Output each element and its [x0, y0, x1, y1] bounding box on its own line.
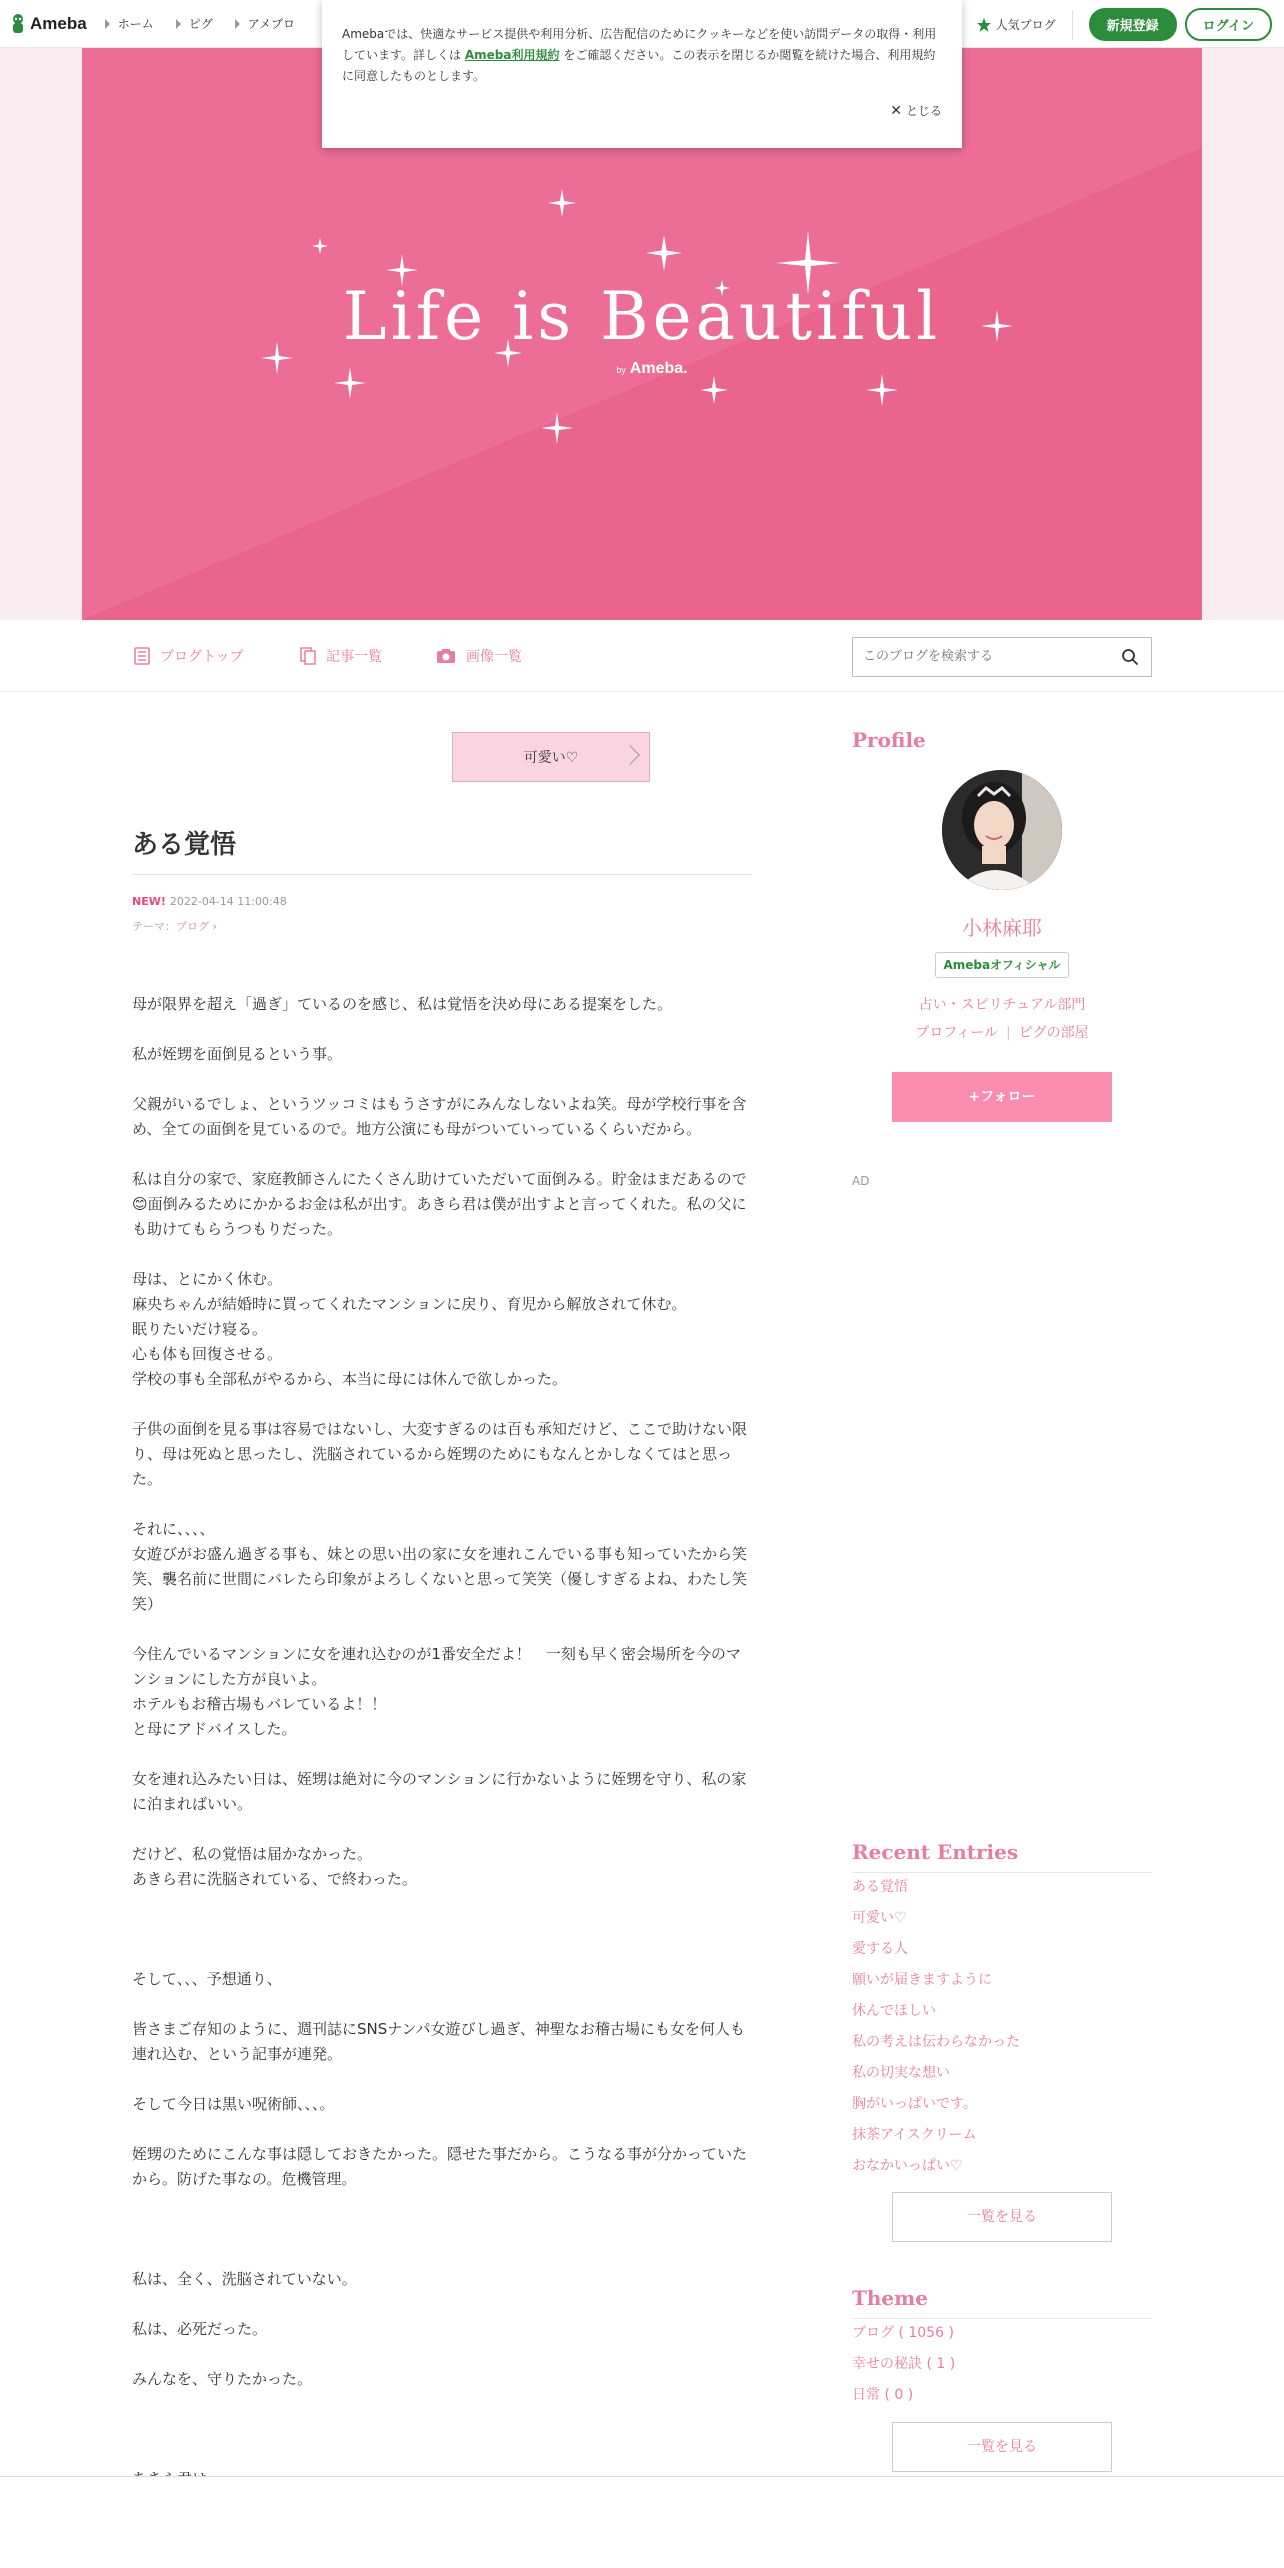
paragraph-gap [132, 1817, 752, 1842]
entry-list-link[interactable] [300, 646, 382, 666]
chevron-right-icon [620, 745, 640, 765]
recent-entry-link[interactable]: おなかいっぱい♡ [852, 2158, 963, 2174]
entry-body [132, 992, 752, 2542]
body-line: 子供の面倒を見る事は容易ではないし、大変すぎるのは百も承知だけど、ここで助けない限り、母は死ぬと思ったし、洗脳されているから姪甥のためにもなんとかしなくてはと思った。 [132, 1420, 748, 1488]
body-line: 麻央ちゃんが結婚時に買ってくれたマンションに戻り、育児から解放されて休む。 [132, 1295, 687, 1313]
triangle-icon [176, 19, 181, 29]
recent-entry-link[interactable]: 愛する人 [852, 1941, 908, 1957]
body-line: 姪甥のためにこんな事は隠しておきたかった。隠せた事だから。こうなる事が分かっていたから。防げた事なの。危機管理。 [132, 2145, 748, 2188]
document-icon [134, 647, 150, 665]
recent-divider [852, 1872, 1152, 1873]
body-line: ホテルもお稽古場もバレているよ！！ [132, 1695, 387, 1713]
bottom-bar [0, 2477, 1284, 2568]
previous-entry-button[interactable] [452, 732, 650, 782]
theme-more-button[interactable]: 一覧を見る [892, 2422, 1112, 2472]
body-line: 私は、必死だった。 [132, 2320, 268, 2338]
theme-heading: Theme [852, 2286, 929, 2310]
profile-links [852, 1022, 1152, 1042]
global-nav [105, 15, 317, 32]
popular-blog-label: 人気ブログ [995, 18, 1056, 32]
profile-heading: Profile [852, 728, 926, 752]
recent-entry-link[interactable]: 休んでほしい [852, 2003, 936, 2019]
body-line: それに、、、、 [132, 1520, 215, 1538]
profile-link[interactable]: プロフィール [915, 1025, 998, 1041]
paragraph-gap [132, 1017, 752, 1042]
body-line: と母にアドバイスした。 [132, 1720, 297, 1738]
theme-link[interactable]: ブログ › [176, 920, 217, 933]
paragraph-gap [132, 2067, 752, 2092]
recent-entry-link[interactable]: 抹茶アイスクリーム [852, 2127, 977, 2143]
blog-top-label: ブログトップ [160, 649, 244, 665]
paragraph-gap [132, 1942, 752, 1967]
profile-category[interactable]: 占い・スピリチュアル部門 [918, 997, 1086, 1013]
new-badge: NEW! [132, 895, 166, 908]
nav-home-label: ホーム [117, 17, 154, 31]
blog-nav [0, 620, 1284, 692]
blog-top-link[interactable] [134, 646, 244, 666]
theme-list [852, 2324, 1152, 2417]
paragraph-gap [132, 2292, 752, 2317]
cookie-consent-dialog [322, 0, 962, 148]
close-icon: ✕ [890, 102, 902, 119]
avatar[interactable] [942, 770, 1062, 890]
recent-entries-heading: Recent Entries [852, 1840, 1019, 1864]
entry-meta [132, 895, 287, 908]
blog-search-input[interactable] [863, 638, 1113, 674]
body-line: 私は自分の家で、家庭教師さんにたくさん助けていただいて面倒みる。貯金はまだあるので😊面倒みるためにかかるお金は私が出す。あきら君は僕が出すよと言ってくれた。私の父にも助けてもらうつもりだった。 [132, 1170, 747, 1238]
paragraph-gap [132, 1242, 752, 1267]
body-line: 私が姪甥を面倒見るという事。 [132, 1045, 343, 1063]
entry-list-label: 記事一覧 [326, 649, 382, 665]
pig-room-link[interactable]: ピグの部屋 [1018, 1025, 1089, 1041]
cookie-close-label: とじる [905, 104, 942, 118]
terms-link[interactable]: Ameba利用規約 [464, 48, 560, 62]
paragraph-gap [132, 2342, 752, 2367]
body-line: 母が限界を超え「過ぎ」ているのを感じ、私は覚悟を決め母にある提案をした。 [132, 995, 673, 1013]
theme-link-label: ブログ [176, 920, 209, 933]
theme-link[interactable]: 日常 ( 0 ) [852, 2387, 914, 2403]
body-line: 母は、とにかく休む。 [132, 1270, 283, 1288]
title-divider [132, 874, 752, 875]
cookie-text-before: Amebaでは、快適なサービス提供や利用分析、広告配信のためにクッキーなどを使い訪問データの取得・利用しています。詳しくは [342, 27, 937, 62]
body-line: 今住んでいるマンションに女を連れ込むのが1番安全だよ！ 一刻も早く密会場所を今のマンションにした方が良いよ。 [132, 1645, 741, 1688]
body-line: 私は、全く、洗脳されていない。 [132, 2270, 357, 2288]
nav-pigg[interactable] [176, 15, 213, 32]
theme-divider [852, 2318, 1152, 2319]
recent-entry-link[interactable]: 胸がいっぱいです。 [852, 2096, 977, 2112]
body-line: 皆さまご存知のように、週刊誌にSNSナンパ女遊びし過ぎ、神聖なお稽古場にも女を何人も連れ込む、という記事が連発。 [132, 2020, 745, 2063]
entry-date: 2022-04-14 11:00:48 [169, 895, 287, 908]
triangle-icon [235, 19, 240, 29]
body-line: 学校の事も全部私がやるから、本当に母には休んで欲しかった。 [132, 1370, 568, 1388]
recent-entry-link[interactable]: 願いが届きますように [852, 1972, 992, 1988]
body-line: 心も体も回復させる。 [132, 1345, 283, 1363]
body-line: 女遊びがお盛ん過ぎる事も、妹との思い出の家に女を連れこんでいる事も知っていたから笑笑、襲名前に世間にバレたら印象がよろしくないと思って笑笑（優しすぎるよね、わたし笑笑） [132, 1545, 748, 1613]
body-line: そして今日は黒い呪術師、、、。 [132, 2095, 335, 2113]
recent-entry-link[interactable]: 私の考えは伝わらなかった [852, 2034, 1020, 2050]
theme-link[interactable]: ブログ ( 1056 ) [852, 2325, 954, 2341]
link-separator: | [1005, 1025, 1011, 1041]
paragraph-gap [132, 1142, 752, 1167]
recent-entry-link[interactable]: 可愛い♡ [852, 1910, 907, 1926]
paragraph-gap [132, 1892, 752, 1917]
paragraph-gap [132, 1742, 752, 1767]
blog-subtitle [82, 360, 1202, 378]
paragraph-gap [132, 2192, 752, 2217]
cookie-text [342, 24, 942, 87]
body-line: そして、、、予想通り、 [132, 1970, 282, 1988]
paragraph-gap [132, 1992, 752, 2017]
body-line: だけど、私の覚悟は届かなかった。 [132, 1845, 373, 1863]
paragraph-gap [132, 1617, 752, 1642]
theme-link[interactable]: 幸せの秘訣 ( 1 ) [852, 2356, 956, 2372]
body-line: 女を連れ込みたい日は、姪甥は絶対に今のマンションに行かないように姪甥を守り、私の家に泊まればいい。 [132, 1770, 747, 1813]
nav-ameblo[interactable] [235, 15, 295, 32]
body-line [132, 2217, 752, 2242]
nav-ameblo-label: アメブロ [247, 17, 295, 31]
paragraph-gap [132, 1392, 752, 1417]
header-actions [976, 8, 1272, 41]
ameba-logo[interactable] [10, 13, 87, 35]
header-divider [1072, 10, 1073, 40]
body-line [132, 2417, 752, 2442]
ameba-mascot-icon [10, 13, 26, 35]
ad-label: AD [852, 1174, 870, 1188]
popular-blog-link[interactable] [976, 16, 1056, 33]
profile-name[interactable]: 小林麻耶 [962, 916, 1042, 940]
by-label: by [616, 365, 626, 375]
official-badge: Amebaオフィシャル [935, 952, 1069, 978]
follow-button[interactable]: +フォロー [892, 1072, 1112, 1122]
paragraph-gap [132, 2392, 752, 2417]
entry-theme [132, 918, 217, 934]
logo-text: Ameba [30, 13, 87, 33]
blog-title: Life is Beautiful [342, 278, 942, 355]
nav-pigg-label: ピグ [188, 17, 213, 31]
theme-prefix: テーマ： [132, 920, 176, 933]
recent-entry-link[interactable]: 私の切実な想い [852, 2065, 950, 2081]
paragraph-gap [132, 2442, 752, 2467]
body-line: あきら君に洗脳されている、で終わった。 [132, 1870, 417, 1888]
pages-icon [300, 647, 316, 665]
search-icon[interactable] [1121, 648, 1139, 666]
register-button[interactable]: 新規登録 [1089, 8, 1177, 41]
image-list-label: 画像一覧 [466, 649, 522, 665]
ameba-wordmark: Ameba. [629, 360, 688, 377]
body-line: 眠りたいだけ寝る。 [132, 1320, 268, 1338]
paragraph-gap [132, 2242, 752, 2267]
entry-title[interactable]: ある覚悟 [132, 830, 237, 860]
previous-entry-label: 可愛い♡ [523, 750, 579, 766]
image-list-link[interactable] [436, 646, 522, 666]
paragraph-gap [132, 1067, 752, 1092]
recent-entry-link[interactable]: ある覚悟 [852, 1879, 908, 1895]
profile-photo [942, 770, 1062, 890]
body-line: 父親がいるでしょ、というツッコミはもうさすがにみんなしないよね笑。母が学校行事を含め、全ての面倒を見ているので。地方公演にも母がついていっているくらいだから。 [132, 1095, 747, 1138]
cookie-text-after: をご確認ください。この表示を閉じるか閲覧を続けた場合、利用規約に同意したものとします。 [342, 48, 936, 83]
recent-more-button[interactable]: 一覧を見る [892, 2192, 1112, 2242]
camera-icon [436, 648, 456, 664]
paragraph-gap [132, 2117, 752, 2142]
crown-icon [976, 17, 992, 33]
body-line: みんなを、守りたかった。 [132, 2370, 313, 2388]
blog-search-box [852, 637, 1152, 677]
cookie-close-button[interactable] [890, 102, 942, 119]
paragraph-gap [132, 1492, 752, 1517]
login-button[interactable]: ログイン [1185, 8, 1272, 41]
body-line [132, 1917, 752, 1942]
nav-home[interactable] [105, 15, 154, 32]
triangle-icon [105, 19, 110, 29]
recent-entries-list [852, 1878, 1152, 2188]
